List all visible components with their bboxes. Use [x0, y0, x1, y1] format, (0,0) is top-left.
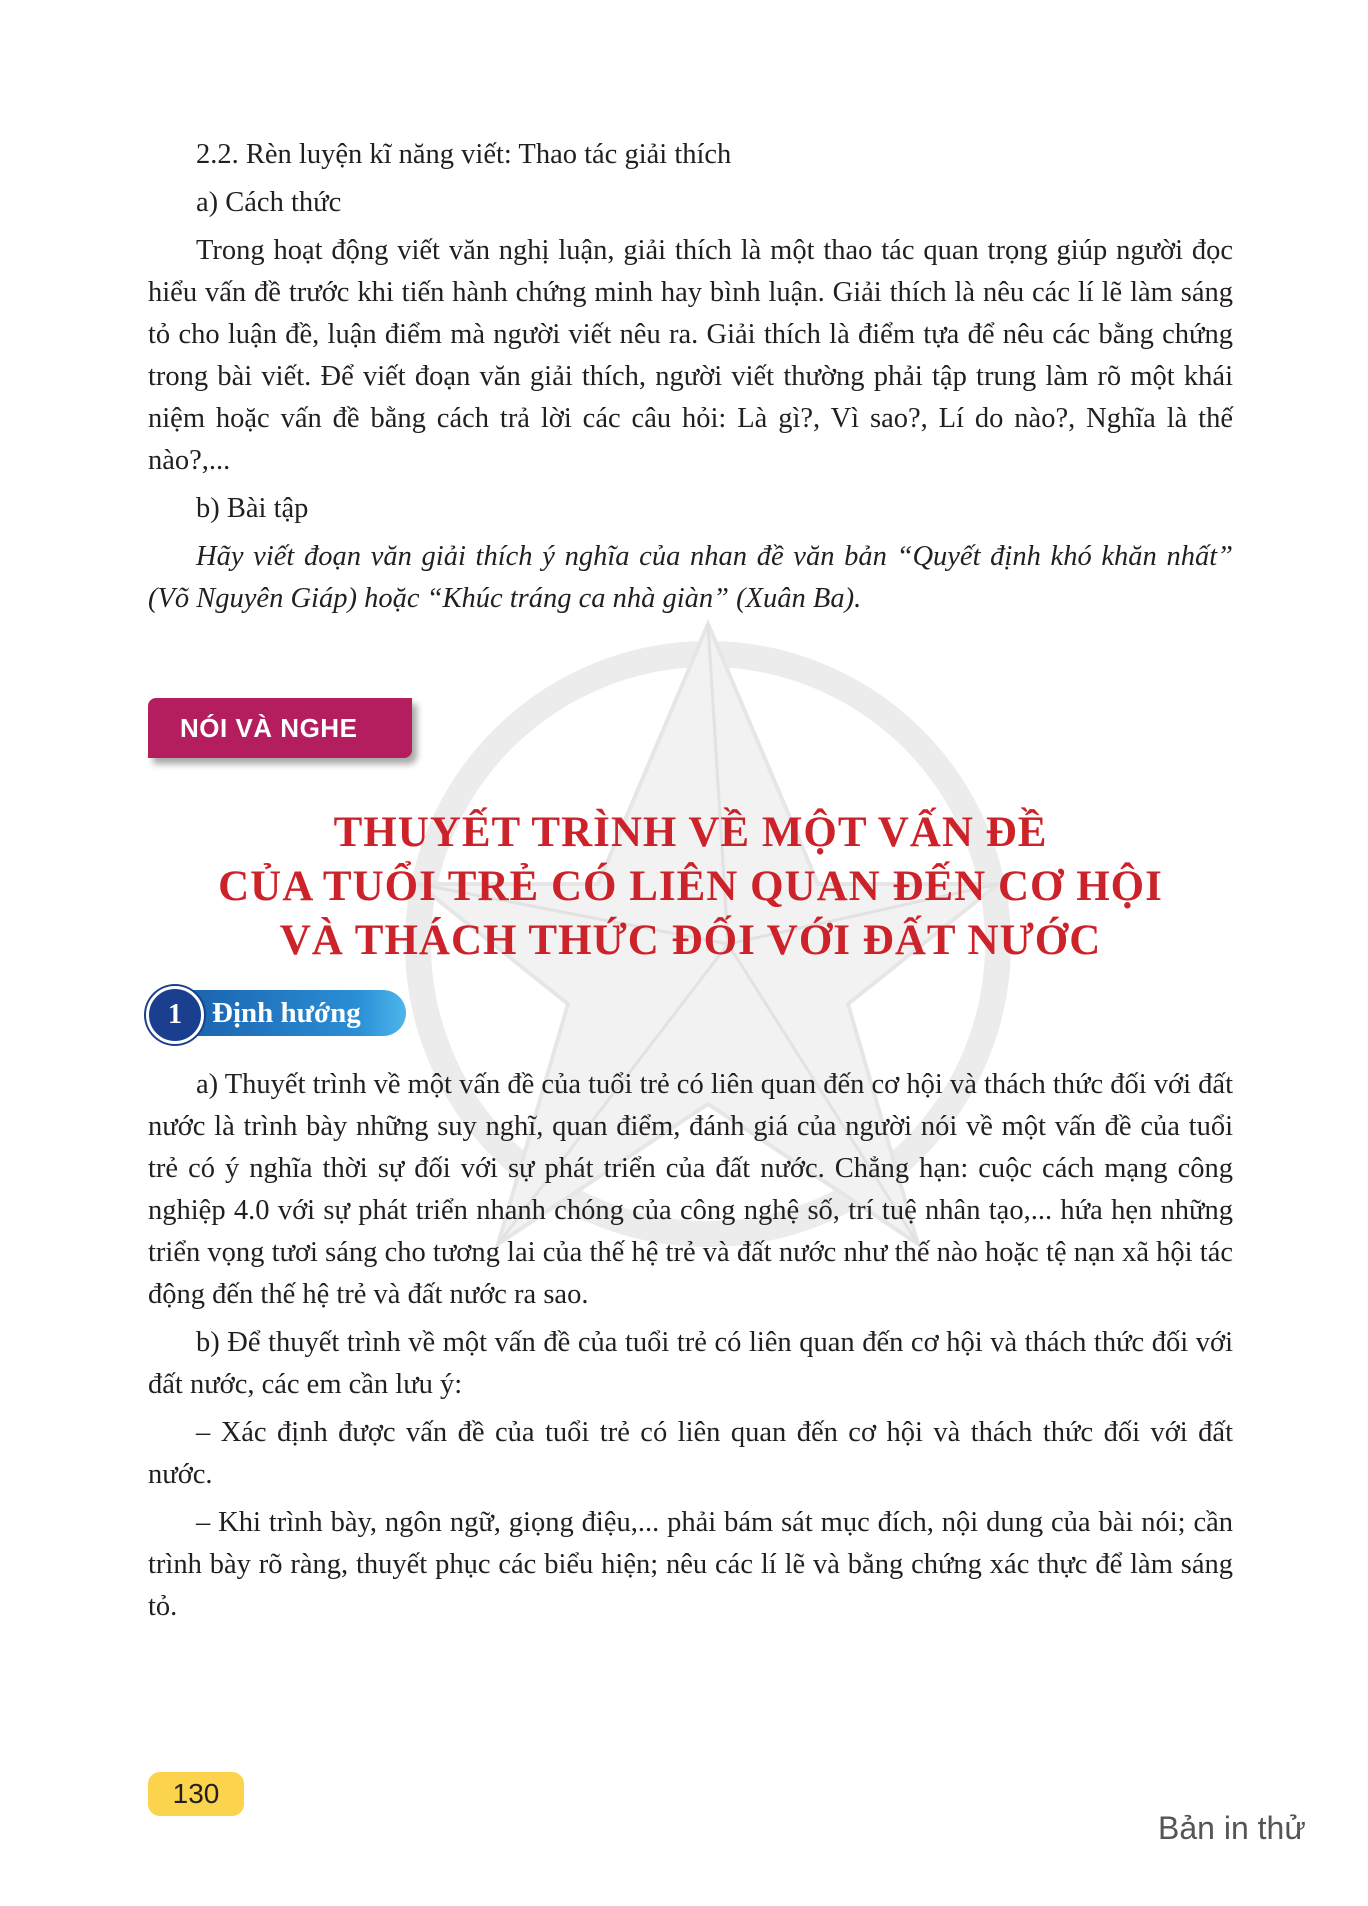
lesson-title-line: CỦA TUỔI TRẺ CÓ LIÊN QUAN ĐẾN CƠ HỘI	[218, 863, 1163, 910]
orientation-label: Định hướng	[212, 997, 361, 1029]
method-paragraph: Trong hoạt động viết văn nghị luận, giải thích là một thao tác quan trọng giúp người đọc hiểu vấn đề trước khi tiến hành chứng minh hay bình luận. Giải thích là nêu các lí lẽ làm sáng tỏ cho luận đề, luận điểm mà người viết nêu ra. Giải thích là điểm tựa để nêu các bằng chứng trong bài viết. Để viết đoạn văn giải thích, người viết thường phải tập trung làm rõ một khái niệm hoặc vấn đề bằng cách trả lời các câu hỏi: Là gì?, Vì sao?, Lí do nào?, Nghĩa là thế nào?,...	[148, 235, 1233, 476]
paragraph-a: a) Thuyết trình về một vấn đề của tuổi trẻ có liên quan đến cơ hội và thách thức đối với đất nước là trình bày những suy nghĩ, quan điểm, đánh giá của người nói về một vấn đề của tuổi trẻ có ý nghĩa thời sự đối với sự phát triển của đất nước. Chẳng hạn: cuộc cách mạng công nghiệp 4.0 với sự phát triển nhanh chóng của công nghệ số, trí tuệ nhân tạo,... hứa hẹn những triển vọng tươi sáng cho tương lai của thế hệ trẻ và đất nước như thế nào hoặc tệ nạn xã hội tác động đến thế hệ trẻ và đất nước ra sao.	[148, 1069, 1233, 1310]
method-heading: a) Cách thức	[196, 187, 342, 218]
page-number: 130	[148, 1772, 244, 1816]
exercise-heading: b) Bài tập	[196, 493, 309, 524]
bullet-item: – Xác định được vấn đề của tuổi trẻ có liên quan đến cơ hội và thách thức đối với đất nước.	[148, 1417, 1233, 1490]
section-heading: 2.2. Rèn luyện kĩ năng viết: Thao tác giải thích	[196, 139, 732, 170]
orientation-number-badge: 1	[146, 986, 204, 1044]
speaking-listening-tag-label: NÓI VÀ NGHE	[180, 713, 358, 743]
lesson-title-line: VÀ THÁCH THỨC ĐỐI VỚI ĐẤT NƯỚC	[279, 917, 1102, 964]
orientation-heading	[146, 986, 408, 1040]
writing-section	[148, 134, 1233, 620]
lesson-title	[148, 806, 1233, 968]
speaking-listening-tag	[148, 698, 412, 758]
bullet-item: – Khi trình bày, ngôn ngữ, giọng điệu,... phải bám sát mục đích, nội dung của bài nói; cần trình bày rõ ràng, thuyết phục các biểu hiện; nêu các lí lẽ và bằng chứng xác thực để làm sáng tỏ.	[148, 1507, 1233, 1622]
paragraph-b: b) Để thuyết trình về một vấn đề của tuổi trẻ có liên quan đến cơ hội và thách thức đối với đất nước, các em cần lưu ý:	[148, 1327, 1233, 1400]
speaking-section	[148, 1064, 1233, 1628]
exercise-paragraph: Hãy viết đoạn văn giải thích ý nghĩa của nhan đề văn bản “Quyết định khó khăn nhất” (Võ Nguyên Giáp) hoặc “Khúc tráng ca nhà giàn” (Xuân Ba).	[148, 541, 1233, 614]
lesson-title-line: THUYẾT TRÌNH VỀ MỘT VẤN ĐỀ	[333, 809, 1048, 856]
print-proof-label: Bản in thử	[1158, 1810, 1306, 1846]
